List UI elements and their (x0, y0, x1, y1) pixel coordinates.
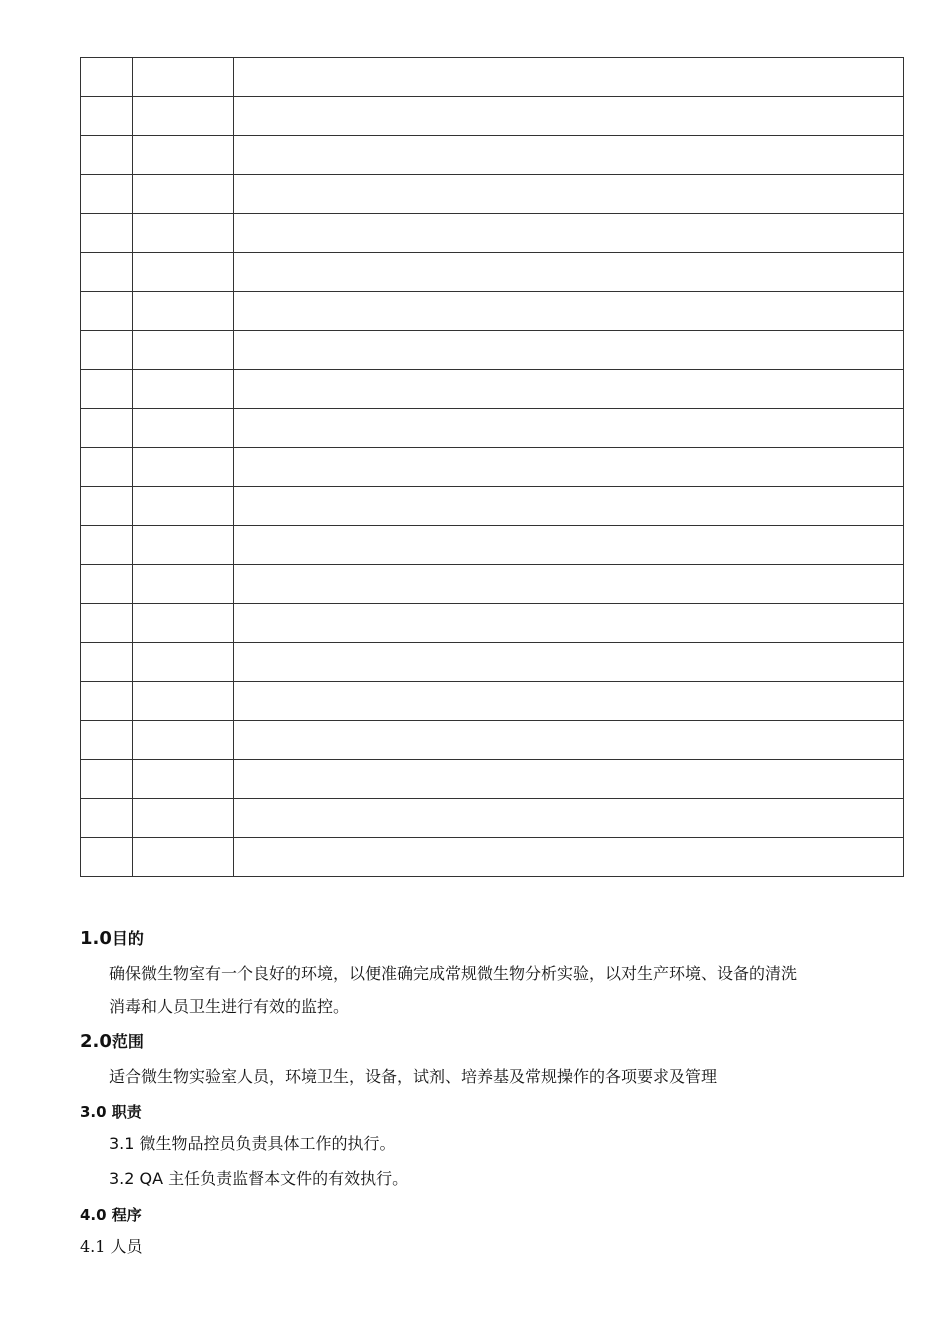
table-cell (234, 526, 904, 565)
table-row (81, 604, 904, 643)
table-cell (234, 409, 904, 448)
table-cell (81, 565, 133, 604)
section-4-sub-1: 4.1 人员 (80, 1237, 143, 1256)
blank-revision-table (80, 57, 904, 877)
table-cell (133, 136, 234, 175)
table-cell (234, 604, 904, 643)
table-cell (81, 721, 133, 760)
section-1-title: 目的 (111, 929, 144, 948)
table-cell (234, 487, 904, 526)
table-row (81, 565, 904, 604)
table-cell (133, 682, 234, 721)
table-cell (234, 682, 904, 721)
section-3-heading: 3.0 职责 (80, 1103, 142, 1121)
table-cell (234, 175, 904, 214)
table-row (81, 838, 904, 877)
table-cell (81, 448, 133, 487)
table-cell (234, 214, 904, 253)
table-cell (133, 487, 234, 526)
table-cell (234, 292, 904, 331)
table-cell (133, 565, 234, 604)
table-cell (133, 409, 234, 448)
table-cell (81, 526, 133, 565)
table-cell (81, 331, 133, 370)
table-cell (81, 97, 133, 136)
section-3-item-2: 3.2 QA 主任负责监督本文件的有效执行。 (109, 1169, 409, 1188)
table-cell (81, 136, 133, 175)
table-cell (81, 292, 133, 331)
table-cell (133, 643, 234, 682)
table-cell (81, 760, 133, 799)
table-row (81, 253, 904, 292)
section-2-body: 适合微生物实验室人员，环境卫生，设备，试剂、培养基及常规操作的各项要求及管理 (109, 1067, 718, 1086)
table-row (81, 526, 904, 565)
section-1-number: 1.0 (80, 928, 112, 949)
table-cell (234, 643, 904, 682)
blank-table-body (81, 58, 904, 877)
table-cell (234, 760, 904, 799)
table-cell (234, 253, 904, 292)
table-cell (234, 838, 904, 877)
table-cell (234, 58, 904, 97)
table-cell (234, 331, 904, 370)
table-row (81, 721, 904, 760)
table-cell (81, 838, 133, 877)
table-cell (133, 721, 234, 760)
section-3-item-1: 3.1 微生物品控员负责具体工作的执行。 (109, 1134, 396, 1153)
table-cell (234, 799, 904, 838)
table-cell (133, 331, 234, 370)
table-row (81, 799, 904, 838)
table-row (81, 643, 904, 682)
table-cell (81, 643, 133, 682)
table-cell (133, 253, 234, 292)
table-cell (81, 487, 133, 526)
table-cell (133, 838, 234, 877)
table-cell (133, 526, 234, 565)
table-row (81, 331, 904, 370)
table-cell (81, 409, 133, 448)
table-cell (81, 799, 133, 838)
table-cell (81, 370, 133, 409)
table-cell (234, 721, 904, 760)
table-cell (133, 58, 234, 97)
section-2-title: 范围 (111, 1032, 144, 1051)
section-1-heading (80, 929, 144, 949)
table-cell (133, 292, 234, 331)
table-cell (81, 58, 133, 97)
section-2-heading (80, 1032, 144, 1052)
table-row (81, 292, 904, 331)
table-cell (81, 253, 133, 292)
section-1-body-line-1: 确保微生物室有一个良好的环境，以便准确完成常规微生物分析实验，以对生产环境、设备的清洗 (109, 964, 798, 983)
table-cell (81, 604, 133, 643)
table-cell (133, 448, 234, 487)
table-cell (133, 604, 234, 643)
table-cell (234, 565, 904, 604)
table-row (81, 370, 904, 409)
table-row (81, 214, 904, 253)
table-row (81, 409, 904, 448)
table-cell (234, 136, 904, 175)
table-row (81, 487, 904, 526)
table-cell (133, 214, 234, 253)
table-cell (133, 370, 234, 409)
table-cell (133, 799, 234, 838)
table-cell (133, 97, 234, 136)
table-cell (81, 214, 133, 253)
section-2-number: 2.0 (80, 1031, 112, 1052)
section-4-heading: 4.0 程序 (80, 1206, 142, 1224)
table-row (81, 58, 904, 97)
table-row (81, 448, 904, 487)
table-row (81, 97, 904, 136)
section-1-body-line-2: 消毒和人员卫生进行有效的监控。 (109, 997, 350, 1016)
table-row (81, 682, 904, 721)
table-row (81, 136, 904, 175)
table-row (81, 175, 904, 214)
table-row (81, 760, 904, 799)
table-cell (81, 682, 133, 721)
table-cell (133, 175, 234, 214)
table-cell (81, 175, 133, 214)
table-cell (234, 448, 904, 487)
table-cell (234, 97, 904, 136)
table-cell (234, 370, 904, 409)
table-cell (133, 760, 234, 799)
